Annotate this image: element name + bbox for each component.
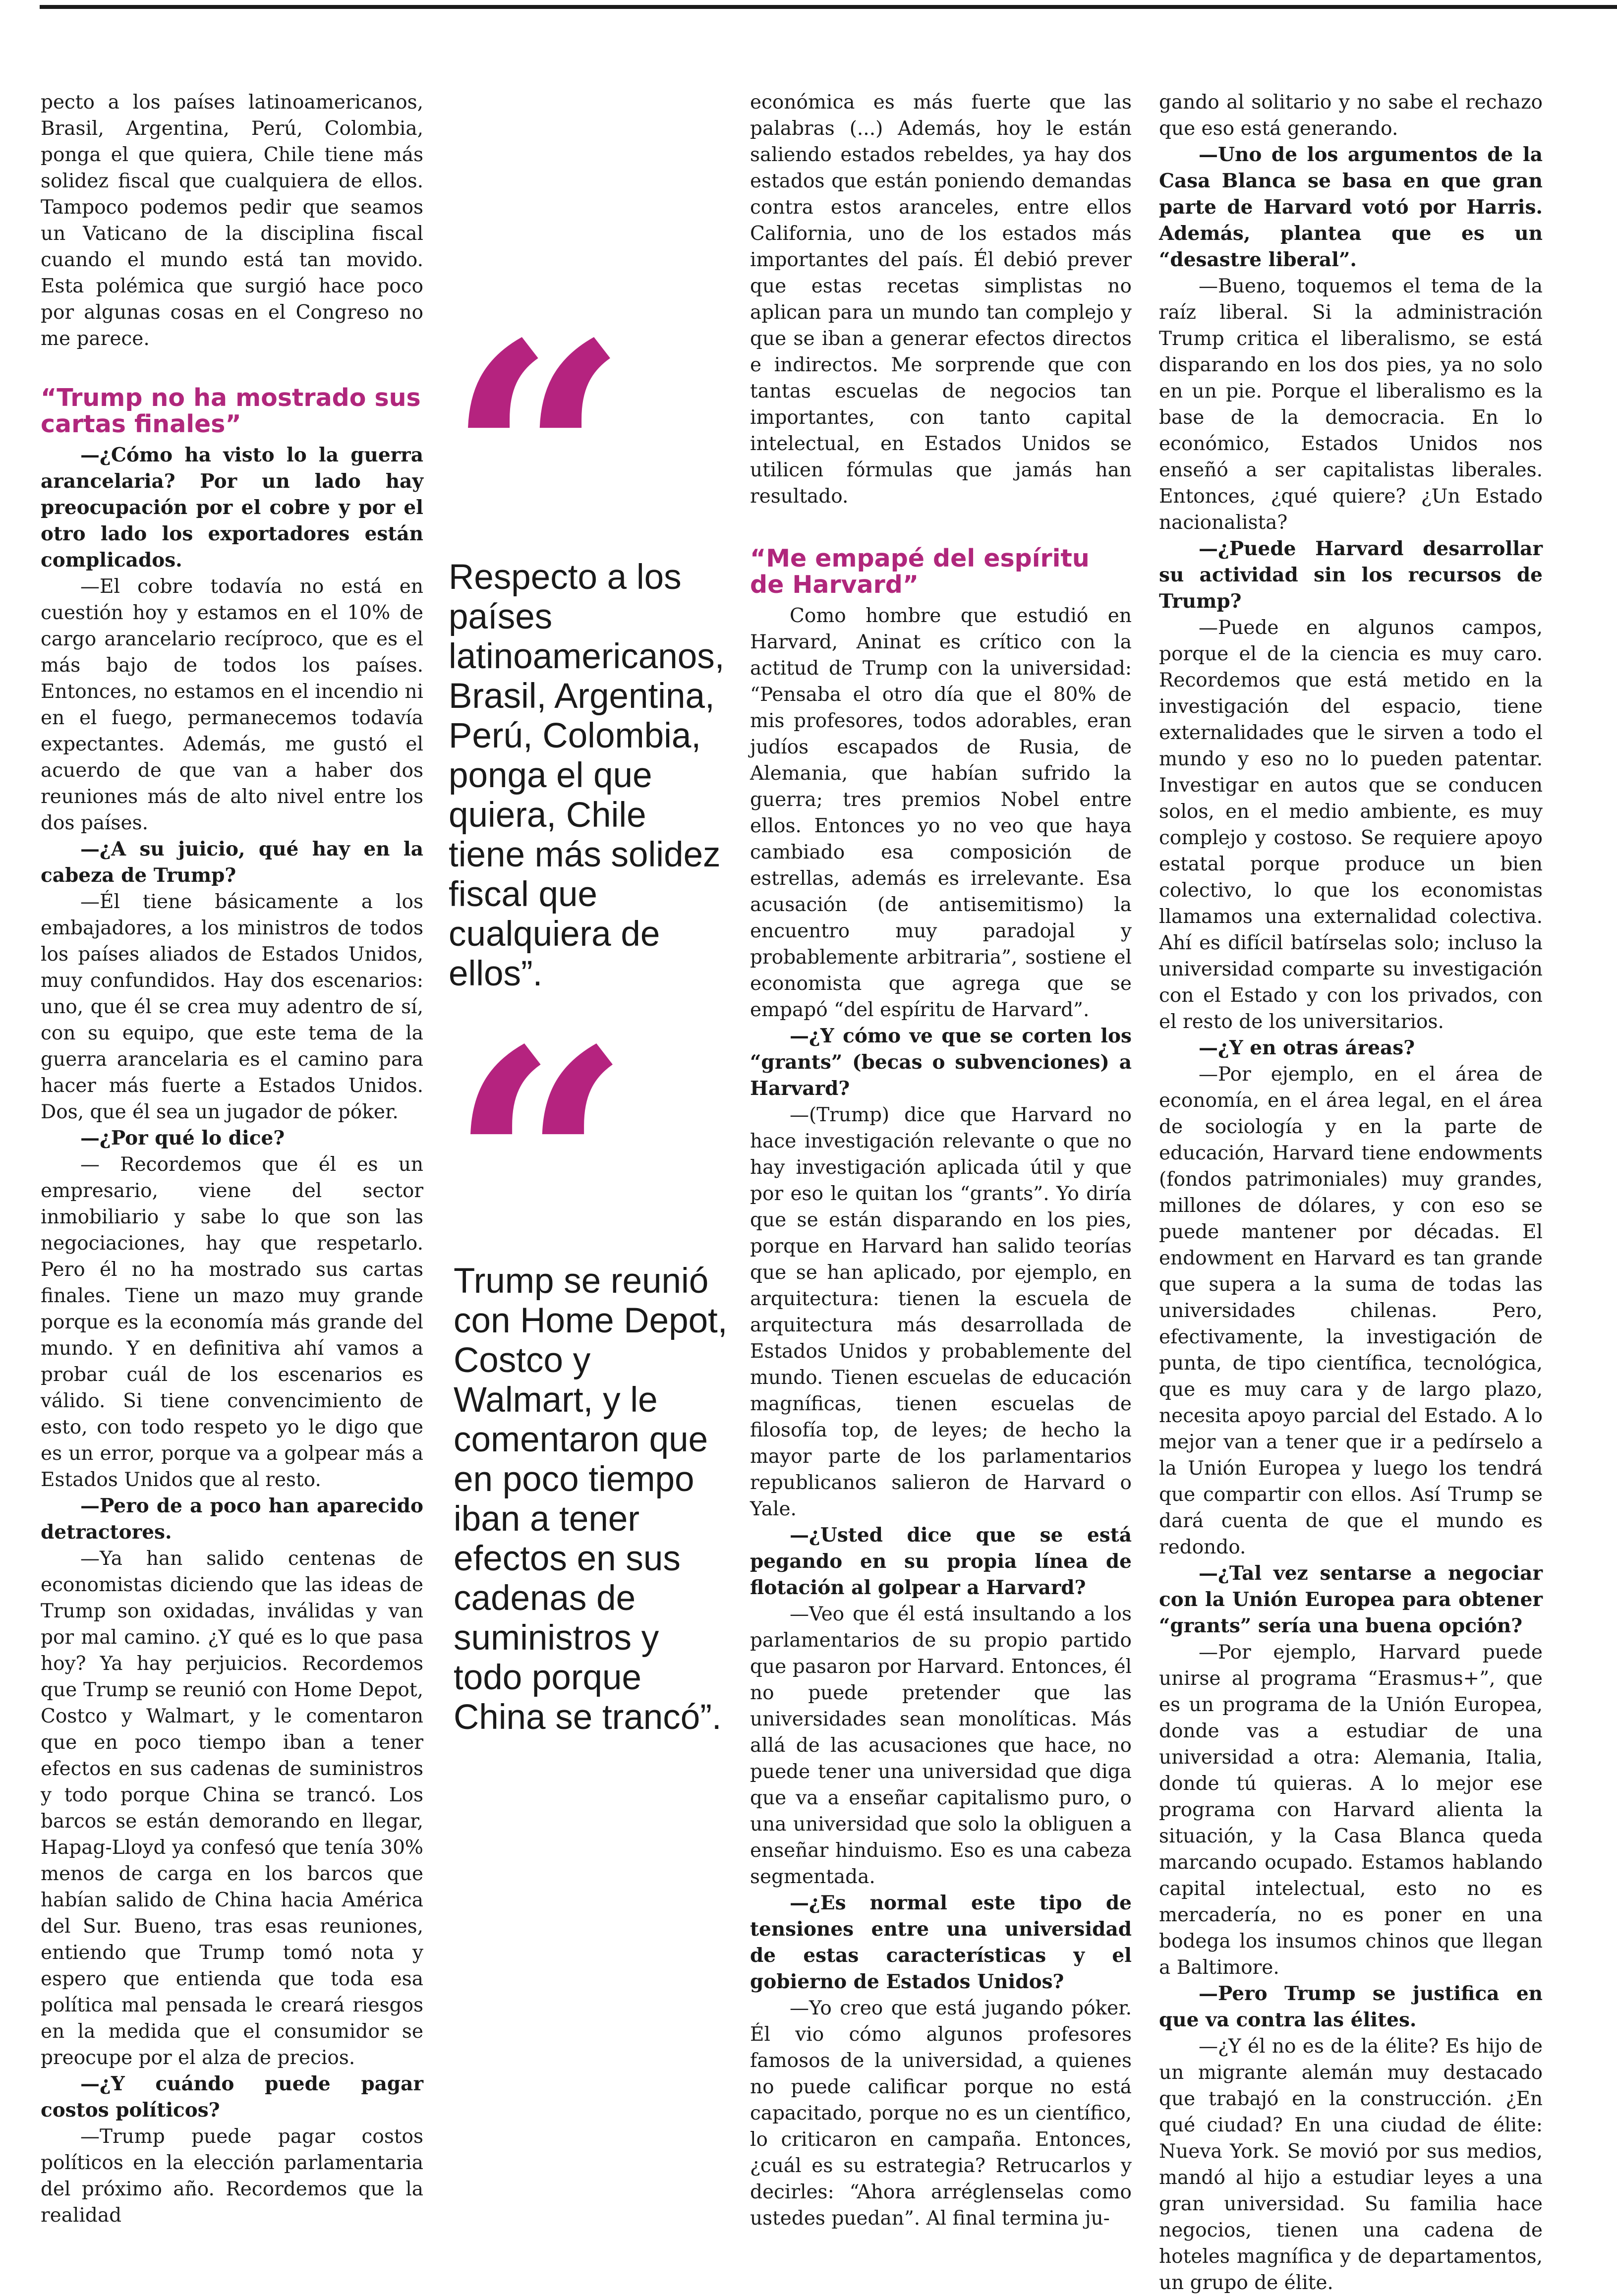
paragraph: pecto a los países latinoamericanos, Brasil, Argentina, Perú, Colombia, ponga el que quiera, Chile tiene más solidez fiscal que cualquiera de ellos. Tampoco podemos pedir que seamos un Vaticano de la disciplina fiscal cuando el mundo está tan movido. Esta polémica que surgió hace poco por algunas cosas en el Congreso no me parece.	[41, 91, 423, 350]
interview-question: —Uno de los argumentos de la Casa Blanca se basa en que gran parte de Harvard votó por Harris. Además, plantea que es un “desastre liberal”.	[1159, 143, 1543, 271]
interview-answer: — Recordemos que él es un empresario, viene del sector inmobiliario y sabe lo que son las negociaciones, hay que respetarlo. Pero él no ha mostrado sus cartas finales. Tiene un mazo muy grande porque es la economía más grande del mundo. Y en definitiva ahí vamos a probar cuál de los escenarios es válido. Si tiene convencimiento de esto, con todo respeto yo le digo que es un error, porque va a golpear más a Estados Unidos que al resto.	[41, 1153, 423, 1491]
quote-mark-icon	[446, 302, 629, 471]
interview-answer: —Por ejemplo, en el área de economía, en el área legal, en el área de sociología y en la parte de educación, Harvard tiene endowments (fondos patrimoniales) muy grandes, millones de dólares, y con eso se puede mantener por décadas. El endowment en Harvard es tan grande que supera a la suma de todas las universidades chilenas. Pero, efectivamente, la investigación de punta, de tipo científica, tecnológica, que es muy cara y de largo plazo, necesita apoyo parcial del Estado. A lo mejor van a tener que ir a pedírselo a la Unión Europea y luego los tendrá que compartir con ellos. Así Trump se dará cuenta de que el mundo es redondo.	[1159, 1063, 1543, 1558]
paragraph: gando al solitario y no sabe el rechazo que eso está generando.	[1159, 91, 1543, 140]
interview-question: —¿Usted dice que se está pegando en su propia línea de flotación al golpear a Harvard?	[750, 1524, 1132, 1599]
section-subhead: “Me empapé del espíritu de Harvard”	[750, 544, 1090, 599]
interview-question: —¿Y cómo ve que se corten los “grants” (becas o subvenciones) a Harvard?	[750, 1025, 1132, 1100]
interview-question: —Pero Trump se justifica en que va contra las élites.	[1159, 1982, 1543, 2031]
interview-question: —¿Y en otras áreas?	[1199, 1036, 1415, 1059]
interview-answer: —Puede en algunos campos, porque el de la ciencia es muy caro. Recordemos que está metido en la investigación del espacio, tiene externalidades que le sirven a todo el mundo y eso no lo pueden patentar. Investigar en autos que se conducen solos, en el medio ambiente, es muy complejo y costoso. Se requiere apoyo estatal porque produce un bien colectivo, lo que los economistas llamamos una externalidad colectiva. Ahí es difícil batírselas solo; incluso la universidad comparte su investigación con el Estado y con los privados, con el resto de los universitarios.	[1159, 617, 1543, 1033]
pull-quote: Respecto a los países latinoamericanos, Brasil, Argentina, Perú, Colombia, ponga el que quiera, Chile tiene más solidez fiscal que cualquiera de ellos”.	[449, 558, 725, 993]
interview-question: —¿Es normal este tipo de tensiones entre una universidad de estas características y el gobierno de Estados Unidos?	[750, 1892, 1132, 1993]
article-column-1	[41, 89, 423, 2229]
paragraph: Como hombre que estudió en Harvard, Aninat es crítico con la actitud de Trump con la universidad: “Pensaba el otro día que el 80% de mis profesores, todos adorables, eran judíos escapados de Rusia, de Alemania, que habían sufrido la guerra; tres premios Nobel entre ellos. Entonces yo no veo que haya cambiado esa composición de estrellas, además es irrelevante. Esa acusación (de antisemitismo) la encuentro muy paradojal y probablemente arbitraria”, sostiene el economista que agrega que se empapó “del espíritu de Harvard”.	[750, 605, 1132, 1021]
pull-quote: Trump se reunió con Home Depot, Costco y Walmart, y le comentaron que en poco tiempo iban a tener efectos en sus cadenas de suministros y todo porque China se trancó”.	[454, 1262, 728, 1737]
top-rule	[40, 5, 1617, 9]
section-subhead: “Trump no ha mostrado sus cartas finales”	[41, 384, 421, 438]
interview-question: —Pero de a poco han aparecido detractores.	[41, 1494, 423, 1544]
article-column-4	[1159, 89, 1543, 2296]
interview-question: —¿Cómo ha visto lo la guerra arancelaria? Por un lado hay preocupación por el cobre y por el otro lado los exportadores están complicados.	[41, 444, 423, 572]
paragraph: económica es más fuerte que las palabras (...) Además, hoy le están saliendo estados rebeldes, ya hay dos estados que están poniendo demandas contra estos aranceles, entre ellos California, uno de los estados más importantes del país. Él debió prever que estas recetas simplistas no aplican para un mundo tan complejo y que se iban a generar efectos directos e indirectos. Me sorprende que con tantas escuelas de negocios tan importantes, con tanto capital intelectual, en Estados Unidos se utilicen fórmulas que jamás han resultado.	[750, 91, 1132, 508]
interview-answer: —Ya han salido centenas de economistas diciendo que las ideas de Trump son oxidadas, inválidas y van por mal camino. ¿Y qué es lo que pasa hoy? Ya hay perjuicios. Recordemos que Trump se reunió con Home Depot, Costco y Walmart, y le comentaron que en poco tiempo iban a tener efectos en sus cadenas de suministros y todo porque China se trancó. Los barcos se están demorando en llegar, Hapag-Lloyd ya confesó que tenía 30% menos de carga en los barcos que habían salido de China hacia América del Sur. Bueno, tras esas reuniones, entiendo que Trump tomó nota y espero que entienda que toda esa política mal pensada le creará riesgos en la medida que el consumidor se preocupe por el alza de precios.	[41, 1548, 423, 2069]
interview-answer: —Bueno, toquemos el tema de la raíz liberal. Si la administración Trump critica el liberalismo, se está disparando en los dos pies, ya no solo en un pie. Porque el liberalismo es la base de la democracia. En lo económico, Estados Unidos nos enseñó a ser capitalistas liberales. Entonces, ¿qué quiere? ¿Un Estado nacionalista?	[1159, 275, 1543, 534]
interview-question: —¿Puede Harvard desarrollar su actividad sin los recursos de Trump?	[1159, 537, 1543, 613]
interview-question: —¿Y cuándo puede pagar costos políticos?	[41, 2072, 423, 2122]
interview-answer: —Él tiene básicamente a los embajadores, a los ministros de todos los países aliados de Estados Unidos, muy confundidos. Hay dos escenarios: uno, que él se crea muy adentro de sí, con su equipo, que este tema de la guerra arancelaria es el camino para hacer más fuerte a Estados Unidos. Dos, que él sea un jugador de póker.	[41, 891, 423, 1123]
interview-answer: —Por ejemplo, Harvard puede unirse al programa “Erasmus+”, que es un programa de la Unión Europea, donde vas a estudiar de una universidad a otra: Alemania, Italia, donde tú quieras. A lo mejor ese programa con Harvard alienta la situación, y la Casa Blanca queda marcando ocupado. Estamos hablando capital intelectual, esto no es mercadería, no es poner en una bodega los insumos chinos que llegan a Baltimore.	[1159, 1641, 1543, 1979]
interview-answer: —Trump puede pagar costos políticos en la elección parlamentaria del próximo año. Recordemos que la realidad	[41, 2125, 423, 2227]
interview-answer: —El cobre todavía no está en cuestión hoy y estamos en el 10% de cargo arancelario recíproco, que es el más bajo de todos los países. Entonces, no estamos en el incendio ni en el fuego, permanecemos todavía expectantes. Además, me gustó el acuerdo de que van a haber dos reuniones más de alto nivel entre los dos países.	[41, 575, 423, 834]
interview-answer: —(Trump) dice que Harvard no hace investigación relevante o que no hay investigación aplicada útil y que por eso le quitan los “grants”. Yo diría que se están disparando en los pies, porque en Harvard han salido teorías que se han aplicado, por ejemplo, en arquitectura: tienen la escuela de arquitectura más desarrollada de Estados Unidos y probablemente del mundo. Tienen escuelas de educación magníficas, tienen escuelas de filosofía top, de leyes; de hecho la mayor parte de los parlamentarios republicanos salieron de Harvard o Yale.	[750, 1104, 1132, 1520]
interview-question: —¿Tal vez sentarse a negociar con la Unión Europea para obtener “grants” sería una buena opción?	[1159, 1562, 1543, 1637]
interview-answer: —Veo que él está insultando a los parlamentarios de su propio partido que pasaron por Harvard. Entonces, él no puede pretender que las universidades sean monolíticas. Más allá de las acusaciones que hace, no puede tener una universidad que diga que va a enseñar capitalismo puro, o una universidad que solo la obliguen a enseñar hinduismo. Eso es una cabeza segmentada.	[750, 1603, 1132, 1888]
article-column-3	[750, 89, 1132, 2232]
interview-answer: —Yo creo que está jugando póker. Él vio cómo algunos profesores famosos de la universidad, a quienes no puede calificar porque no está capacitado, porque no es un científico, lo criticaron en campaña. Entonces, ¿cuál es su estrategia? Retrucarlos y decirles: “Ahora arréglenselas como ustedes puedan”. Al final termina ju-	[750, 1997, 1132, 2230]
interview-question: —¿A su juicio, qué hay en la cabeza de Trump?	[41, 838, 423, 887]
interview-answer: —¿Y él no es de la élite? Es hijo de un migrante alemán muy destacado que trabajó en la construcción. ¿En qué ciudad? En una ciudad de élite: Nueva York. Se movió por sus medios, mandó al hijo a estudiar leyes a una gran universidad. Su familia hace negocios, tienen una cadena de hoteles magnífica y de departamentos, un grupo de élite.	[1159, 2035, 1543, 2294]
interview-question: —¿Por qué lo dice?	[80, 1127, 285, 1149]
quote-mark-icon	[449, 1009, 631, 1177]
